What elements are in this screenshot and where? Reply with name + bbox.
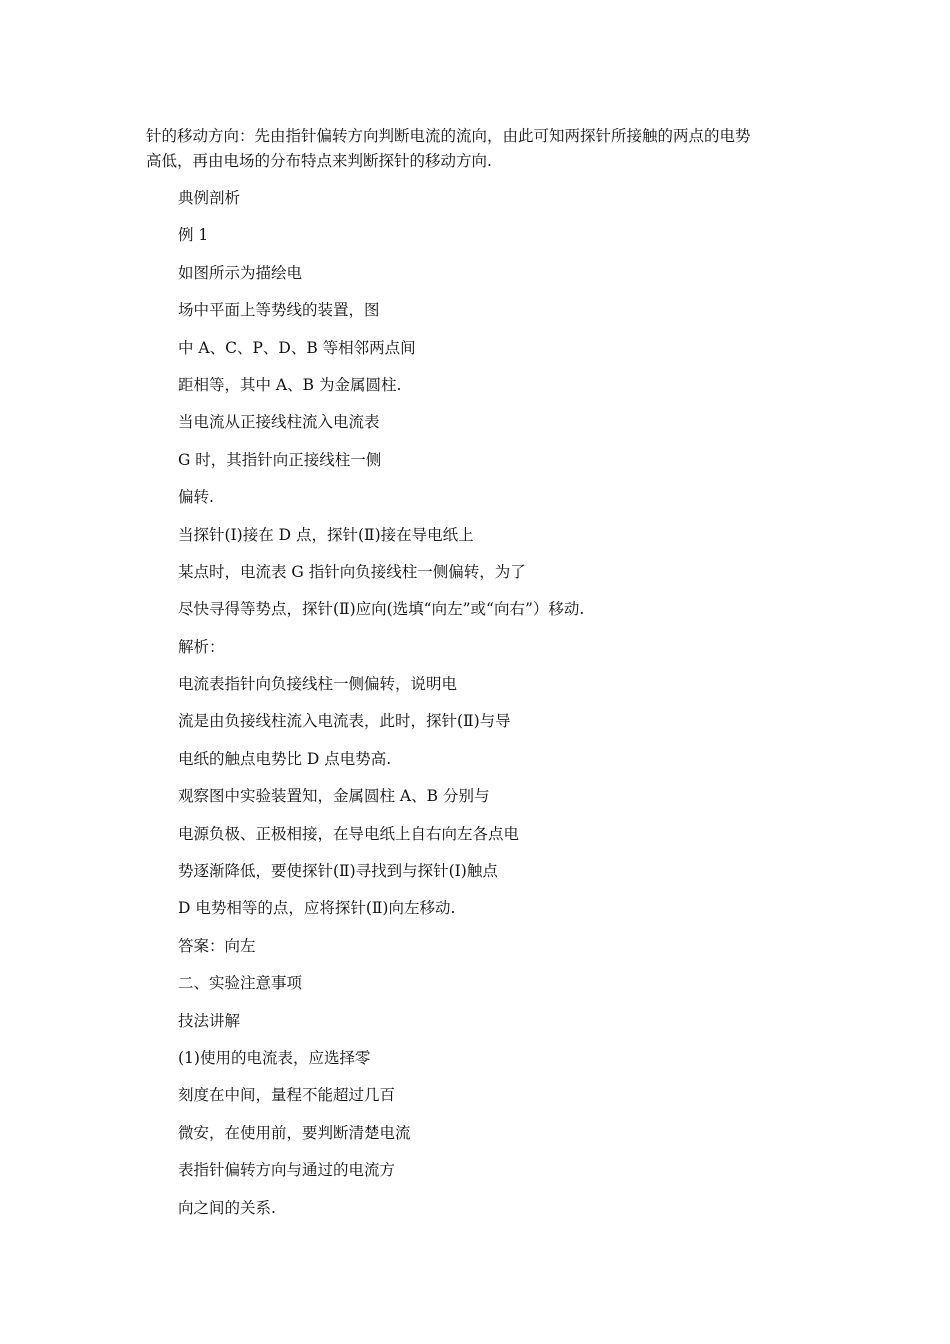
text-line: 偏转. bbox=[178, 488, 214, 507]
text-line: 微安，在使用前，要判断清楚电流 bbox=[178, 1123, 411, 1142]
intro-line-2: 高低，再由电场的分布特点来判断探针的移动方向. bbox=[146, 152, 492, 170]
text-line: 电源负极、正极相接，在导电纸上自右向左各点电 bbox=[178, 824, 520, 843]
text-line: 当电流从正接线柱流入电流表 bbox=[178, 413, 380, 432]
text-line: 向之间的关系. bbox=[178, 1198, 276, 1217]
text-line: 中 A、C、P、D、B 等相邻两点间 bbox=[178, 338, 416, 357]
section-heading-example-analysis: 典例剖析 bbox=[178, 189, 241, 207]
example-label: 例 1 bbox=[178, 226, 209, 245]
body-text bbox=[178, 185, 584, 1232]
text-line: 尽快寻得等势点，探针(Ⅱ)应向(选填“向左”或“向右”）移动. bbox=[178, 600, 585, 619]
text-line: 电纸的触点电势比 D 点电势高. bbox=[178, 749, 392, 768]
text-line: 距相等，其中 A、B 为金属圆柱. bbox=[178, 375, 402, 394]
analysis-label: 解析： bbox=[178, 637, 225, 656]
subheading-technique: 技法讲解 bbox=[178, 1011, 241, 1030]
intro-line-1: 针的移动方向：先由指针偏转方向判断电流的流向，由此可知两探针所接触的两点的电势 bbox=[146, 127, 751, 145]
text-line: (1)使用的电流表，应选择零 bbox=[178, 1048, 371, 1067]
text-line: D 电势相等的点，应将探针(Ⅱ)向左移动. bbox=[178, 899, 456, 918]
section-heading-precautions: 二、实验注意事项 bbox=[178, 974, 303, 993]
intro-paragraph bbox=[146, 124, 816, 174]
text-line: 场中平面上等势线的装置，图 bbox=[178, 301, 380, 320]
text-line: 势逐渐降低，要使探针(Ⅱ)寻找到与探针(Ⅰ)触点 bbox=[178, 862, 498, 881]
text-line: 刻度在中间，量程不能超过几百 bbox=[178, 1086, 396, 1105]
text-line: 电流表指针向负接线柱一侧偏转，说明电 bbox=[178, 675, 458, 694]
text-line: 流是由负接线柱流入电流表，此时，探针(Ⅱ)与导 bbox=[178, 712, 511, 731]
text-line: 某点时，电流表 G 指针向负接线柱一侧偏转，为了 bbox=[178, 562, 526, 581]
text-line: 当探针(Ⅰ)接在 D 点，探针(Ⅱ)接在导电纸上 bbox=[178, 525, 474, 544]
text-line: G 时，其指针向正接线柱一侧 bbox=[178, 450, 382, 469]
text-line: 如图所示为描绘电 bbox=[178, 263, 303, 282]
text-line: 观察图中实验装置知，金属圆柱 A、B 分别与 bbox=[178, 787, 490, 806]
text-line: 表指针偏转方向与通过的电流方 bbox=[178, 1161, 396, 1180]
answer-line: 答案：向左 bbox=[178, 936, 256, 955]
